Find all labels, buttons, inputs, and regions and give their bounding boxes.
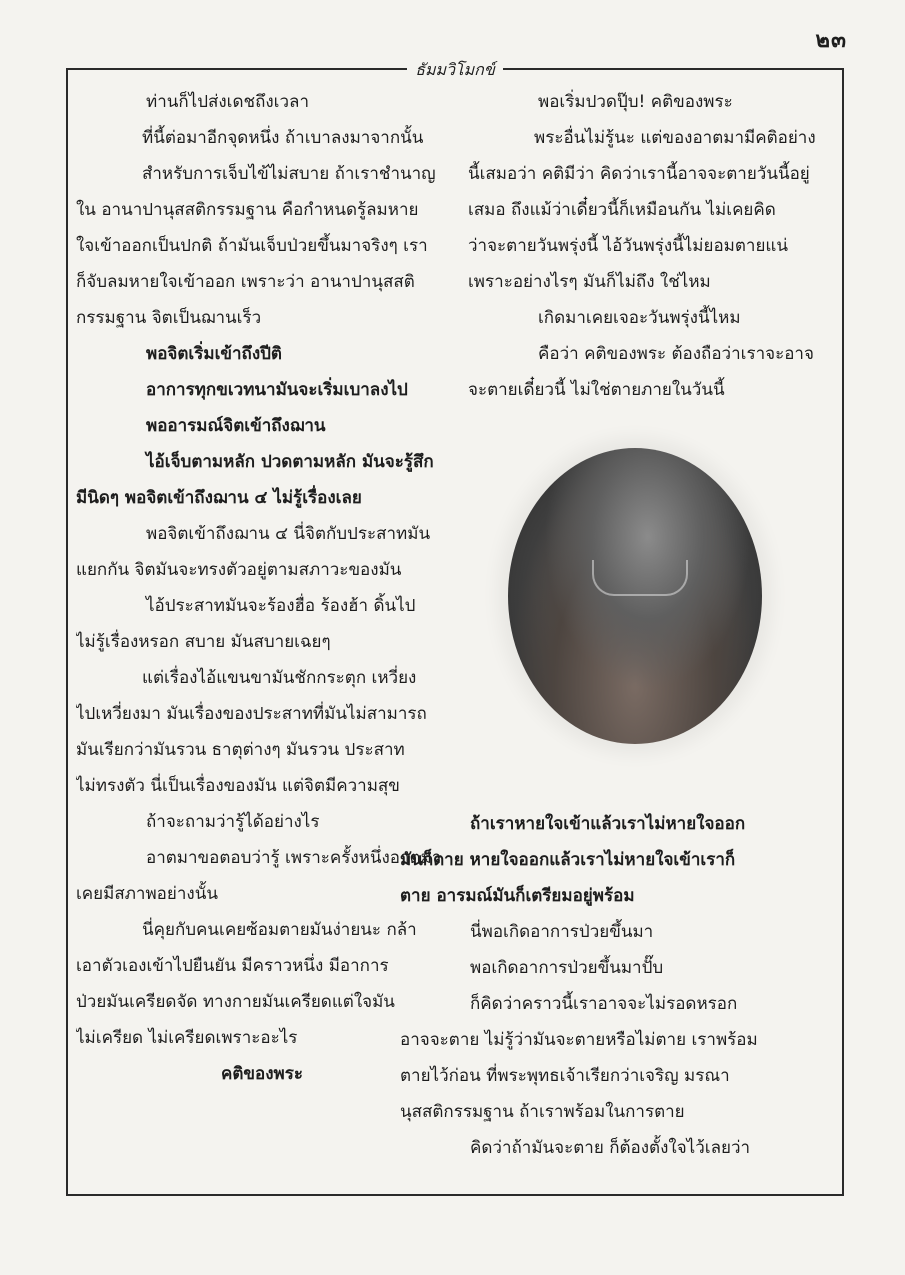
text-line: ว่าจะตายวันพรุ่งนี้ ไอ้วันพรุ่งนี้ไม่ยอมตายแน่ (468, 236, 789, 256)
text-line: ที่นี้ต่อมาอีกจุดหนึ่ง ถ้าเบาลงมาจากนั้น (142, 128, 424, 148)
text-line: เสมอ ถึงแม้ว่าเดี๋ยวนี้ก็เหมือนกัน ไม่เคยคิด (468, 200, 776, 220)
text-line: ใน อานาปานุสสติกรรมฐาน คือกำหนดรู้ลมหาย (76, 200, 419, 220)
text-line: แยกกัน จิตมันจะทรงตัวอยู่ตามสภาวะของมัน (76, 560, 402, 580)
text-line: ตาย อารมณ์มันก็เตรียมอยู่พร้อม (400, 886, 635, 906)
text-line: ป่วยมันเครียดจัด ทางกายมันเครียดแต่ใจมัน (76, 992, 395, 1012)
text-line: ไอ้ประสาทมันจะร้องฮื่อ ร้องฮ้า ดิ้นไป (146, 596, 416, 616)
text-line: มันก็ตาย หายใจออกแล้วเราไม่หายใจเข้าเราก็ (400, 850, 736, 870)
text-line: เคยมีสภาพอย่างนั้น (76, 884, 218, 904)
text-line: ตายไว้ก่อน ที่พระพุทธเจ้าเรียกว่าเจริญ มรณา (400, 1066, 730, 1086)
text-line: มีนิดๆ พอจิตเข้าถึงฌาน ๔ ไม่รู้เรื่องเลย (76, 488, 362, 508)
text-line: ไปเหวี่ยงมา มันเรื่องของประสาทที่มันไม่สามารถ (76, 704, 427, 724)
text-line: อาจจะตาย ไม่รู้ว่ามันจะตายหรือไม่ตาย เราพร้อม (400, 1030, 758, 1050)
text-line: นี่พอเกิดอาการป่วยขึ้นมา (470, 922, 654, 942)
running-header (68, 58, 842, 83)
page-number: ๒๓ (815, 28, 847, 53)
text-line: เกิดมาเคยเจอะวันพรุ่งนี้ไหม (538, 308, 741, 328)
text-line: ถ้าจะถามว่ารู้ได้อย่างไร (146, 812, 320, 832)
text-line: แต่เรื่องไอ้แขนขามันชักกระตุก เหวี่ยง (142, 668, 417, 688)
left-column (76, 84, 448, 1092)
text-line: คติของพระ (220, 1064, 303, 1084)
text-line: สำหรับการเจ็บไข้ไม่สบาย ถ้าเราชำนาญ (142, 164, 436, 184)
text-line: กรรมฐาน จิตเป็นฌานเร็ว (76, 308, 262, 328)
portrait-oval (508, 448, 762, 744)
text-line: เอาตัวเองเข้าไปยืนยัน มีคราวหนึ่ง มีอาการ (76, 956, 389, 976)
right-caption-block (400, 806, 768, 1166)
text-line: นี้เสมอว่า คติมีว่า คิดว่าเรานี้อาจจะตายวันนี้อยู่ (468, 164, 810, 184)
text-line: ก็คิดว่าคราวนี้เราอาจจะไม่รอดหรอก (470, 994, 738, 1014)
text-line: พระอื่นไม่รู้นะ แต่ของอาตมามีคติอย่าง (534, 128, 816, 148)
text-line: คือว่า คติของพระ ต้องถือว่าเราจะอาจ (538, 344, 814, 364)
text-line: ไม่ทรงตัว นี่เป็นเรื่องของมัน แต่จิตมีความสุข (76, 776, 400, 796)
text-line: ไม่รู้เรื่องหรอก สบาย มันสบายเฉยๆ (76, 632, 331, 652)
text-line: มันเรียกว่ามันรวน ธาตุต่างๆ มันรวน ประสาท (76, 740, 405, 760)
text-line: ไม่เครียด ไม่เครียดเพราะอะไร (76, 1028, 298, 1048)
text-line: นี่คุยกับคนเคยซ้อมตายมันง่ายนะ กล้า (142, 920, 417, 940)
text-line: พอเริ่มปวดปุ๊บ! คติของพระ (538, 92, 733, 112)
text-line: นุสสติกรรมฐาน ถ้าเราพร้อมในการตาย (400, 1102, 685, 1122)
text-line: คิดว่าถ้ามันจะตาย ก็ต้องตั้งใจไว้เลยว่า (470, 1138, 751, 1158)
text-line: จะตายเดี๋ยวนี้ ไม่ใช่ตายภายในวันนี้ (468, 380, 725, 400)
text-line: ไอ้เจ็บตามหลัก ปวดตามหลัก มันจะรู้สึก (146, 452, 434, 472)
text-line: พอจิตเข้าถึงฌาน ๔ นี่จิตกับประสาทมัน (146, 524, 431, 544)
text-line: ก็จับลมหายใจเข้าออก เพราะว่า อานาปานุสสติ (76, 272, 415, 292)
header-title: ธัมมวิโมกข์ (407, 60, 503, 79)
text-line: พอจิตเริ่มเข้าถึงปีติ (146, 344, 282, 364)
text-line: เพราะอย่างไรๆ มันก็ไม่ถึง ใช่ไหม (468, 272, 711, 292)
right-column (468, 84, 836, 408)
text-line: ถ้าเราหายใจเข้าแล้วเราไม่หายใจออก (470, 814, 746, 834)
text-line: พออารมณ์จิตเข้าถึงฌาน (146, 416, 326, 436)
text-line: ใจเข้าออกเป็นปกติ ถ้ามันเจ็บป่วยขึ้นมาจริงๆ เรา (76, 236, 428, 256)
text-line: อาการทุกขเวทนามันจะเริ่มเบาลงไป (146, 380, 408, 400)
text-line: อาตมาขอตอบว่ารู้ เพราะครั้งหนึ่งอาตมา (146, 848, 442, 868)
text-line: ท่านก็ไปส่งเดชถึงเวลา (146, 92, 309, 112)
text-line: พอเกิดอาการป่วยขึ้นมาปั๊บ (470, 958, 664, 978)
monk-portrait-photo (508, 448, 762, 744)
glasses-icon (592, 560, 688, 596)
